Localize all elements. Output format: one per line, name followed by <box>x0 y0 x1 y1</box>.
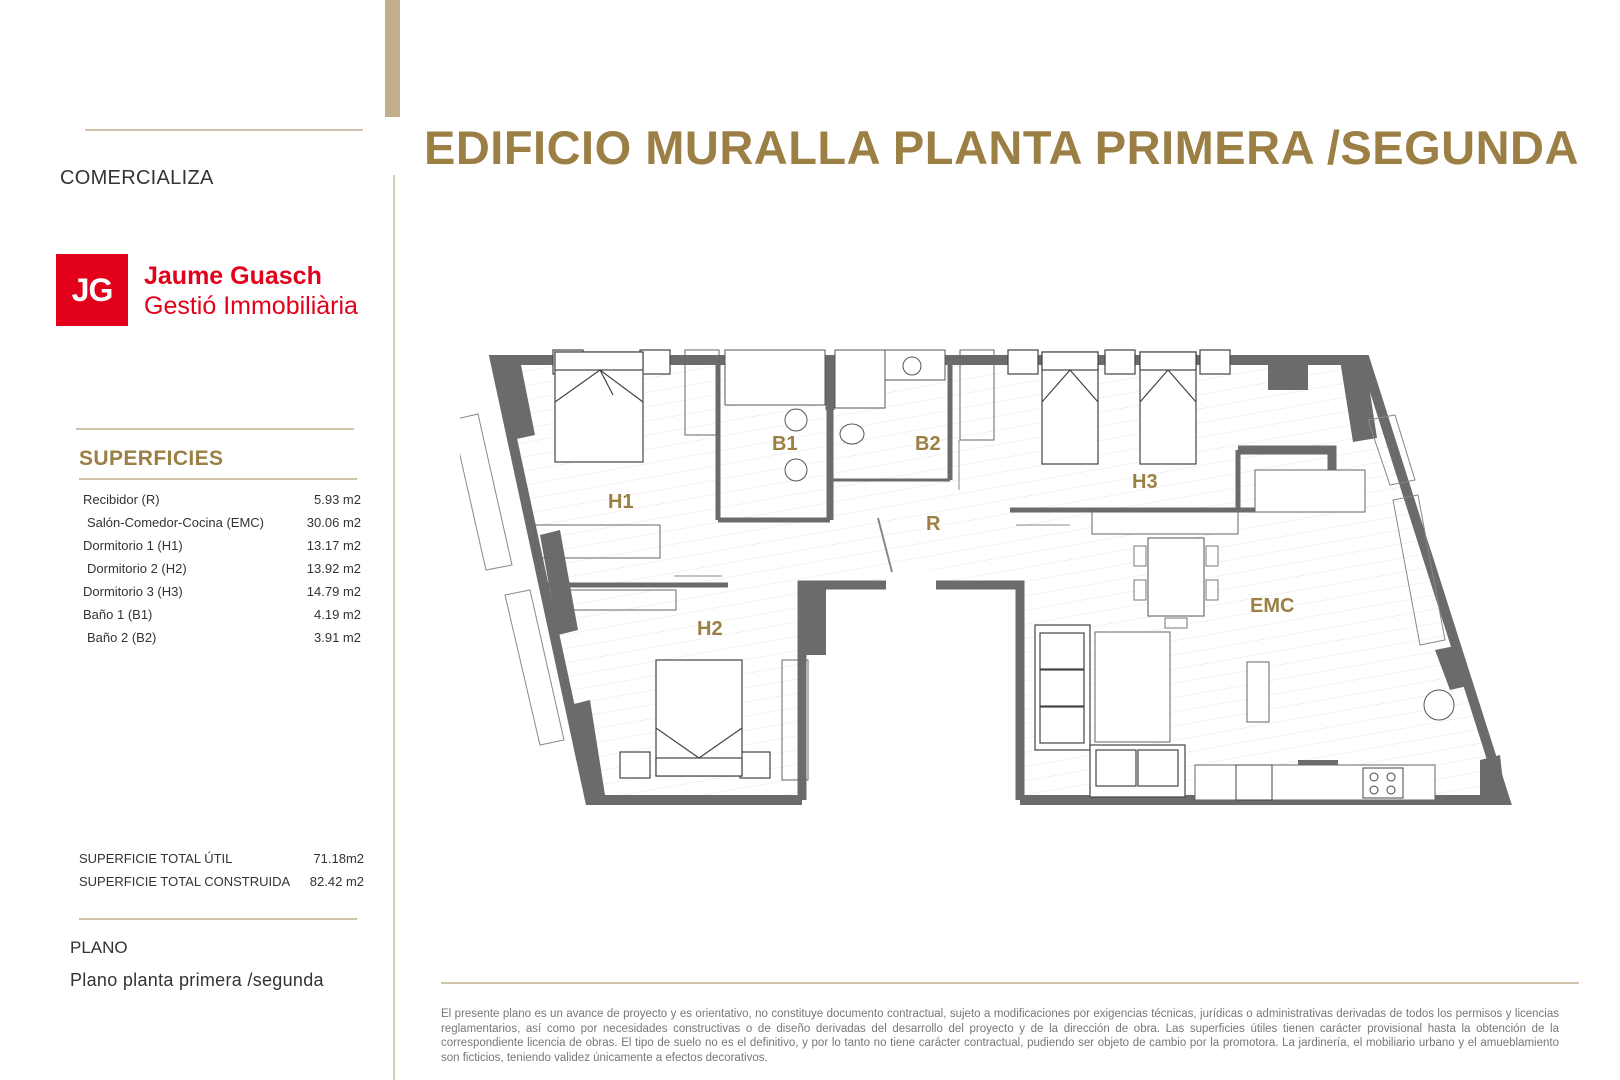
room-label: Baño 2 (B2) <box>87 630 157 645</box>
room-label: Salón-Comedor-Cocina (EMC) <box>87 515 264 530</box>
dining-table <box>1148 538 1204 616</box>
room-label-b2: B2 <box>915 433 941 455</box>
kitchen-counter <box>1092 512 1238 534</box>
logo-company-subtitle: Gestió Immobiliària <box>144 292 358 320</box>
disclaimer-text: El presente plano es un avance de proyecto y es orientativo, no constituye documento contractual, sujeto a modificaciones por exigencias técnicas, jurídicas o administrativas derivadas de todos los permisos y licencias reglamentarios, así como por necesidades constructivas o de diseño derivadas del desarrollo del proyecto y de la dirección de obra. Las superficies útiles tienen carácter provisional hasta la obtención de la correspondiente licencia de obras. El tipo de suelo no es el definitivo, y por lo tanto no tiene carácter contractual, pudiendo ser objeto de cambio por la promotora. La jardinería, el mobiliario urbano y el amueblamiento son ficticios, teniendo validez únicamente a efectos decorativos. <box>441 1008 1559 1064</box>
room-area: 14.79 m2 <box>306 584 361 599</box>
room-label-h1: H1 <box>608 491 634 513</box>
total-value: 82.42 m2 <box>309 874 364 889</box>
room-row <box>83 561 361 576</box>
room-area: 30.06 m2 <box>306 515 361 530</box>
room-row <box>83 492 361 507</box>
kitchen-counter <box>1255 470 1365 512</box>
total-row <box>79 851 364 866</box>
plano-value: Plano planta primera /segunda <box>70 970 324 990</box>
room-area: 13.17 m2 <box>306 538 361 553</box>
top-rule <box>85 129 363 131</box>
superficies-top-rule <box>76 428 354 430</box>
toilet <box>840 424 864 444</box>
total-label: SUPERFICIE TOTAL CONSTRUIDA <box>79 874 291 889</box>
room-label: Recibidor (R) <box>83 492 160 507</box>
room-label-h3: H3 <box>1132 471 1158 493</box>
room-label-h2: H2 <box>697 618 723 640</box>
floor-plan <box>460 340 1520 820</box>
toilet <box>785 409 807 431</box>
kitchen-counter <box>1195 765 1435 800</box>
room-label: Baño 1 (B1) <box>83 607 153 622</box>
rug <box>1095 632 1170 742</box>
plano-rule <box>79 918 357 920</box>
total-label: SUPERFICIE TOTAL ÚTIL <box>79 851 233 866</box>
logo-company-name: Jaume Guasch <box>144 262 322 290</box>
total-row <box>79 874 364 889</box>
total-value: 71.18m2 <box>313 851 364 866</box>
logo-initials: JG <box>71 271 113 308</box>
room-row <box>83 515 361 530</box>
room-label: Dormitorio 1 (H1) <box>83 538 183 553</box>
room-area: 13.92 m2 <box>306 561 361 576</box>
washing-machine <box>1424 690 1454 720</box>
page-title: EDIFICIO MURALLA PLANTA PRIMERA /SEGUNDA <box>424 121 1579 174</box>
footer-rule <box>441 982 1579 984</box>
room-label-b1: B1 <box>772 433 798 455</box>
fridge <box>1236 765 1272 800</box>
room-row <box>83 630 361 645</box>
sink <box>785 459 807 481</box>
superficies-title: SUPERFICIES <box>79 447 224 470</box>
bathtub <box>725 350 825 405</box>
room-area: 5.93 m2 <box>314 492 361 507</box>
company-logo <box>56 254 128 326</box>
plano-label: PLANO <box>70 938 128 957</box>
comercializa-label: COMERCIALIZA <box>60 167 214 189</box>
shower <box>835 350 885 408</box>
room-row <box>83 538 361 553</box>
inner-wall <box>886 585 1020 800</box>
tv-unit <box>1247 662 1269 722</box>
room-label-r: R <box>926 513 941 535</box>
room-row <box>83 584 361 599</box>
room-label: Dormitorio 2 (H2) <box>87 561 187 576</box>
sink <box>903 357 921 375</box>
superficies-under-rule <box>79 478 357 480</box>
armchair <box>1090 745 1185 797</box>
room-row <box>83 607 361 622</box>
wall-pillar <box>802 585 826 655</box>
room-area: 3.91 m2 <box>314 630 361 645</box>
gold-accent-bar <box>385 0 400 117</box>
sofa <box>1035 625 1090 750</box>
room-label: Dormitorio 3 (H3) <box>83 584 183 599</box>
wall-pillar <box>1480 755 1505 800</box>
room-label-emc: EMC <box>1250 595 1295 617</box>
sidebar-divider <box>393 175 395 1080</box>
room-area: 4.19 m2 <box>314 607 361 622</box>
wall-pillar <box>1268 360 1308 390</box>
